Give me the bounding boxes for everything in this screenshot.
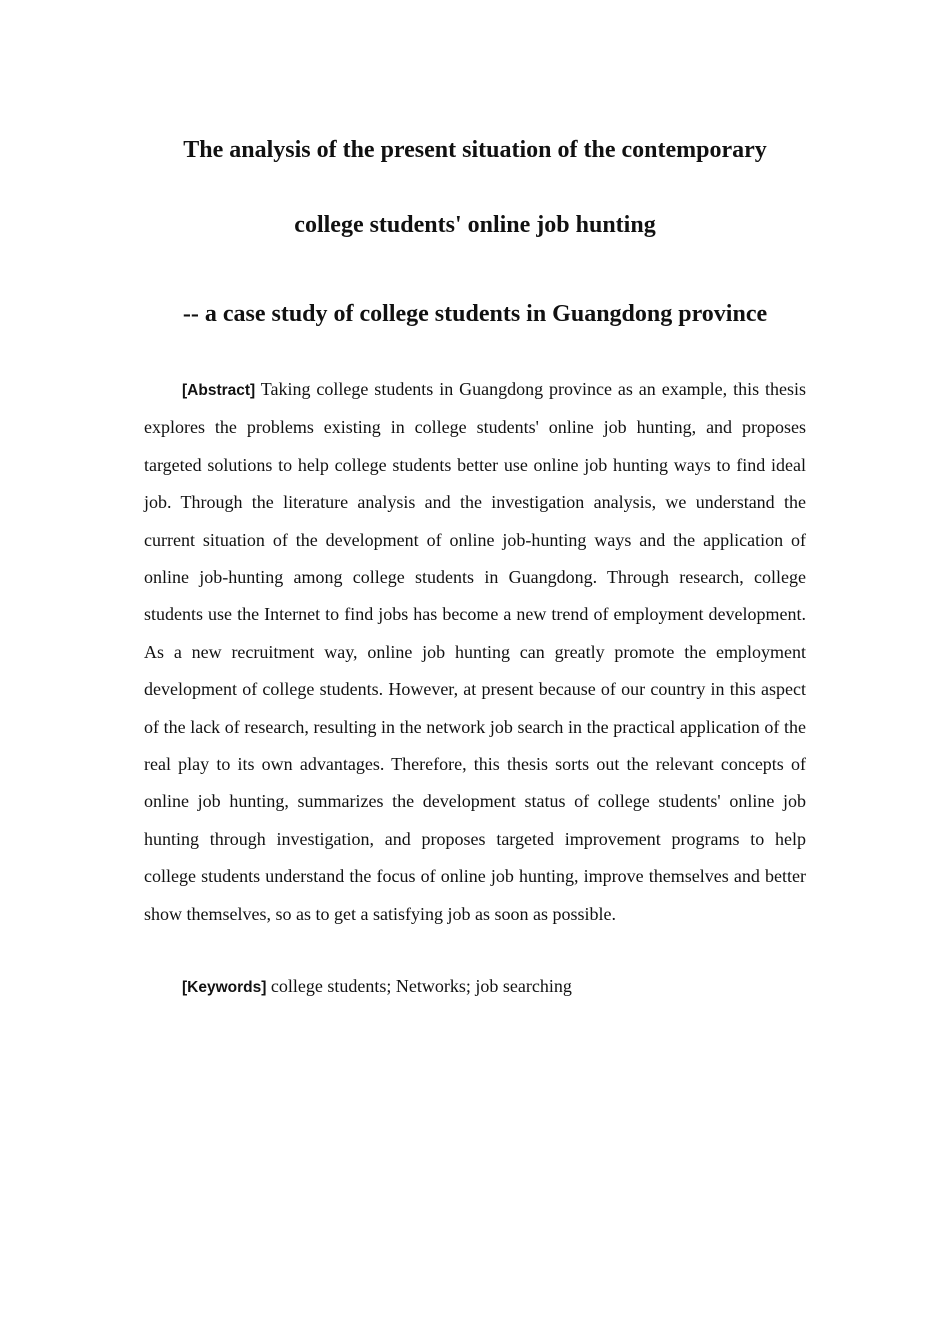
abstract-paragraph [144,371,806,933]
keywords-paragraph [144,968,806,1006]
title-line-2: college students' online job hunting [294,212,656,238]
abstract-label: [Abstract] [182,382,256,399]
title-line-1: The analysis of the present situation of the contemporary [183,137,767,163]
keywords-label: [Keywords] [182,979,267,996]
keywords-text: college students; Networks; job searching [270,976,572,996]
abstract-text: Taking college students in Guangdong province as an example, this thesis explores the problems existing in college students' online job hunting, and proposes targeted solutions to help college students better use online job hunting ways to find ideal job. Through the literature analysis and the investigation analysis, we understand the current situation of the development of online job-hunting ways and the application of online job-hunting among college students in Guangdong. Through research, college students use the Internet to find jobs has become a new trend of employment development. As a new recruitment way, online job hunting can greatly promote the employment development of college students. However, at present because of our country in this aspect of the lack of research, resulting in the network job search in the practical application of the real play to its own advantages. Therefore, this thesis sorts out the relevant concepts of online job hunting, summarizes the development status of college students' online job hunting through investigation, and proposes targeted improvement programs to help college students understand the focus of online job hunting, improve themselves and better show themselves, so as to get a satisfying job as soon as possible. [144,379,806,924]
subtitle: -- a case study of college students in Guangdong province [182,301,768,327]
